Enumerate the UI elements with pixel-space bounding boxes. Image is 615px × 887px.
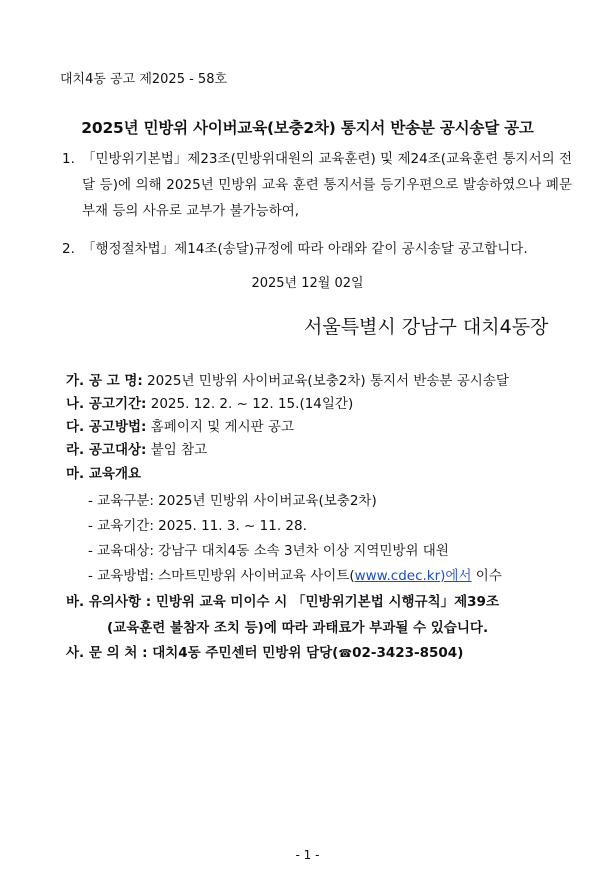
contact-text: 사. 문 의 처 : 대치4동 주민센터 민방위 담당( xyxy=(66,645,339,661)
page-number: - 1 - xyxy=(295,848,320,862)
page-title: 2025년 민방위 사이버교육(보충2차) 통지서 반송분 공시송달 공고 xyxy=(81,119,534,137)
sub-item-text: - 교육방법: 스마트민방위 사이버교육 사이트( xyxy=(88,568,355,584)
item-caution-line2: (교육훈련 불참자 조치 등)에 따라 과태료가 부과될 수 있습니다. xyxy=(107,620,489,636)
item-value: 홈페이지 및 게시판 공고 xyxy=(150,419,295,435)
cdec-link-text[interactable]: www.cdec.kr xyxy=(354,568,441,584)
sub-item-category: - 교육구분: 2025년 민방위 사이버교육(보충2차) xyxy=(88,493,377,509)
paragraph-number: 1. xyxy=(62,151,75,167)
item-label: 나. 공고기간: xyxy=(66,396,147,412)
paragraph-text: 「행정절차법」제14조(송달)규정에 따라 아래와 같이 공시송달 공고합니다. xyxy=(82,241,528,257)
paragraph-text: 「민방위기본법」제23조(민방위대원의 교육훈련) 및 제24조(교육훈련 통지서의 전달 등)에 의해 2025년 민방위 교육 훈련 통지서를 등기우편으로 발송하였으나 폐문부재 등의 사유로 교부가 불가능하여, xyxy=(82,151,572,219)
item-contact xyxy=(66,642,463,665)
item-label: 라. 공고대상: xyxy=(66,442,147,458)
item-notice-target xyxy=(66,439,207,461)
sub-item-text: 이수 xyxy=(471,568,502,584)
issuer-name: 서울특별시 강남구 대치4동장 xyxy=(304,316,549,338)
cdec-link[interactable] xyxy=(355,568,472,584)
item-value: 2025. 12. 2. ~ 12. 15.(14일간) xyxy=(150,396,354,412)
item-caution-line1: 바. 유의사항 : 민방위 교육 미이수 시 「민방위기본법 시행규칙」제39조 xyxy=(66,594,499,610)
paragraph-1 xyxy=(62,146,572,224)
paragraph-number: 2. xyxy=(62,241,75,257)
phone-icon: ☎ xyxy=(338,647,353,660)
item-label: 가. 공 고 명: xyxy=(66,373,143,389)
item-notice-method xyxy=(66,416,294,438)
sub-item-target: - 교육대상: 강남구 대치4동 소속 3년차 이상 지역민방위 대원 xyxy=(88,543,449,559)
sub-item-period: - 교육기간: 2025. 11. 3. ~ 11. 28. xyxy=(88,518,307,534)
item-education-overview xyxy=(66,463,141,485)
contact-phone: 02-3423-8504) xyxy=(352,645,464,661)
item-notice-name xyxy=(66,370,509,392)
paragraph-2 xyxy=(62,236,572,262)
item-label: 마. 교육개요 xyxy=(66,466,142,482)
item-notice-period xyxy=(66,393,353,415)
sub-item-method xyxy=(88,565,502,587)
item-value: 2025년 민방위 사이버교육(보충2차) 통지서 반송분 공시송달 xyxy=(147,373,509,389)
item-label: 다. 공고방법: xyxy=(66,419,147,435)
cdec-link-tail[interactable]: )에서 xyxy=(440,568,472,584)
item-value: 붙임 참고 xyxy=(150,442,208,458)
document-number: 대치4동 공고 제2025 - 58호 xyxy=(60,72,228,87)
notice-date: 2025년 12월 02일 xyxy=(251,276,364,291)
